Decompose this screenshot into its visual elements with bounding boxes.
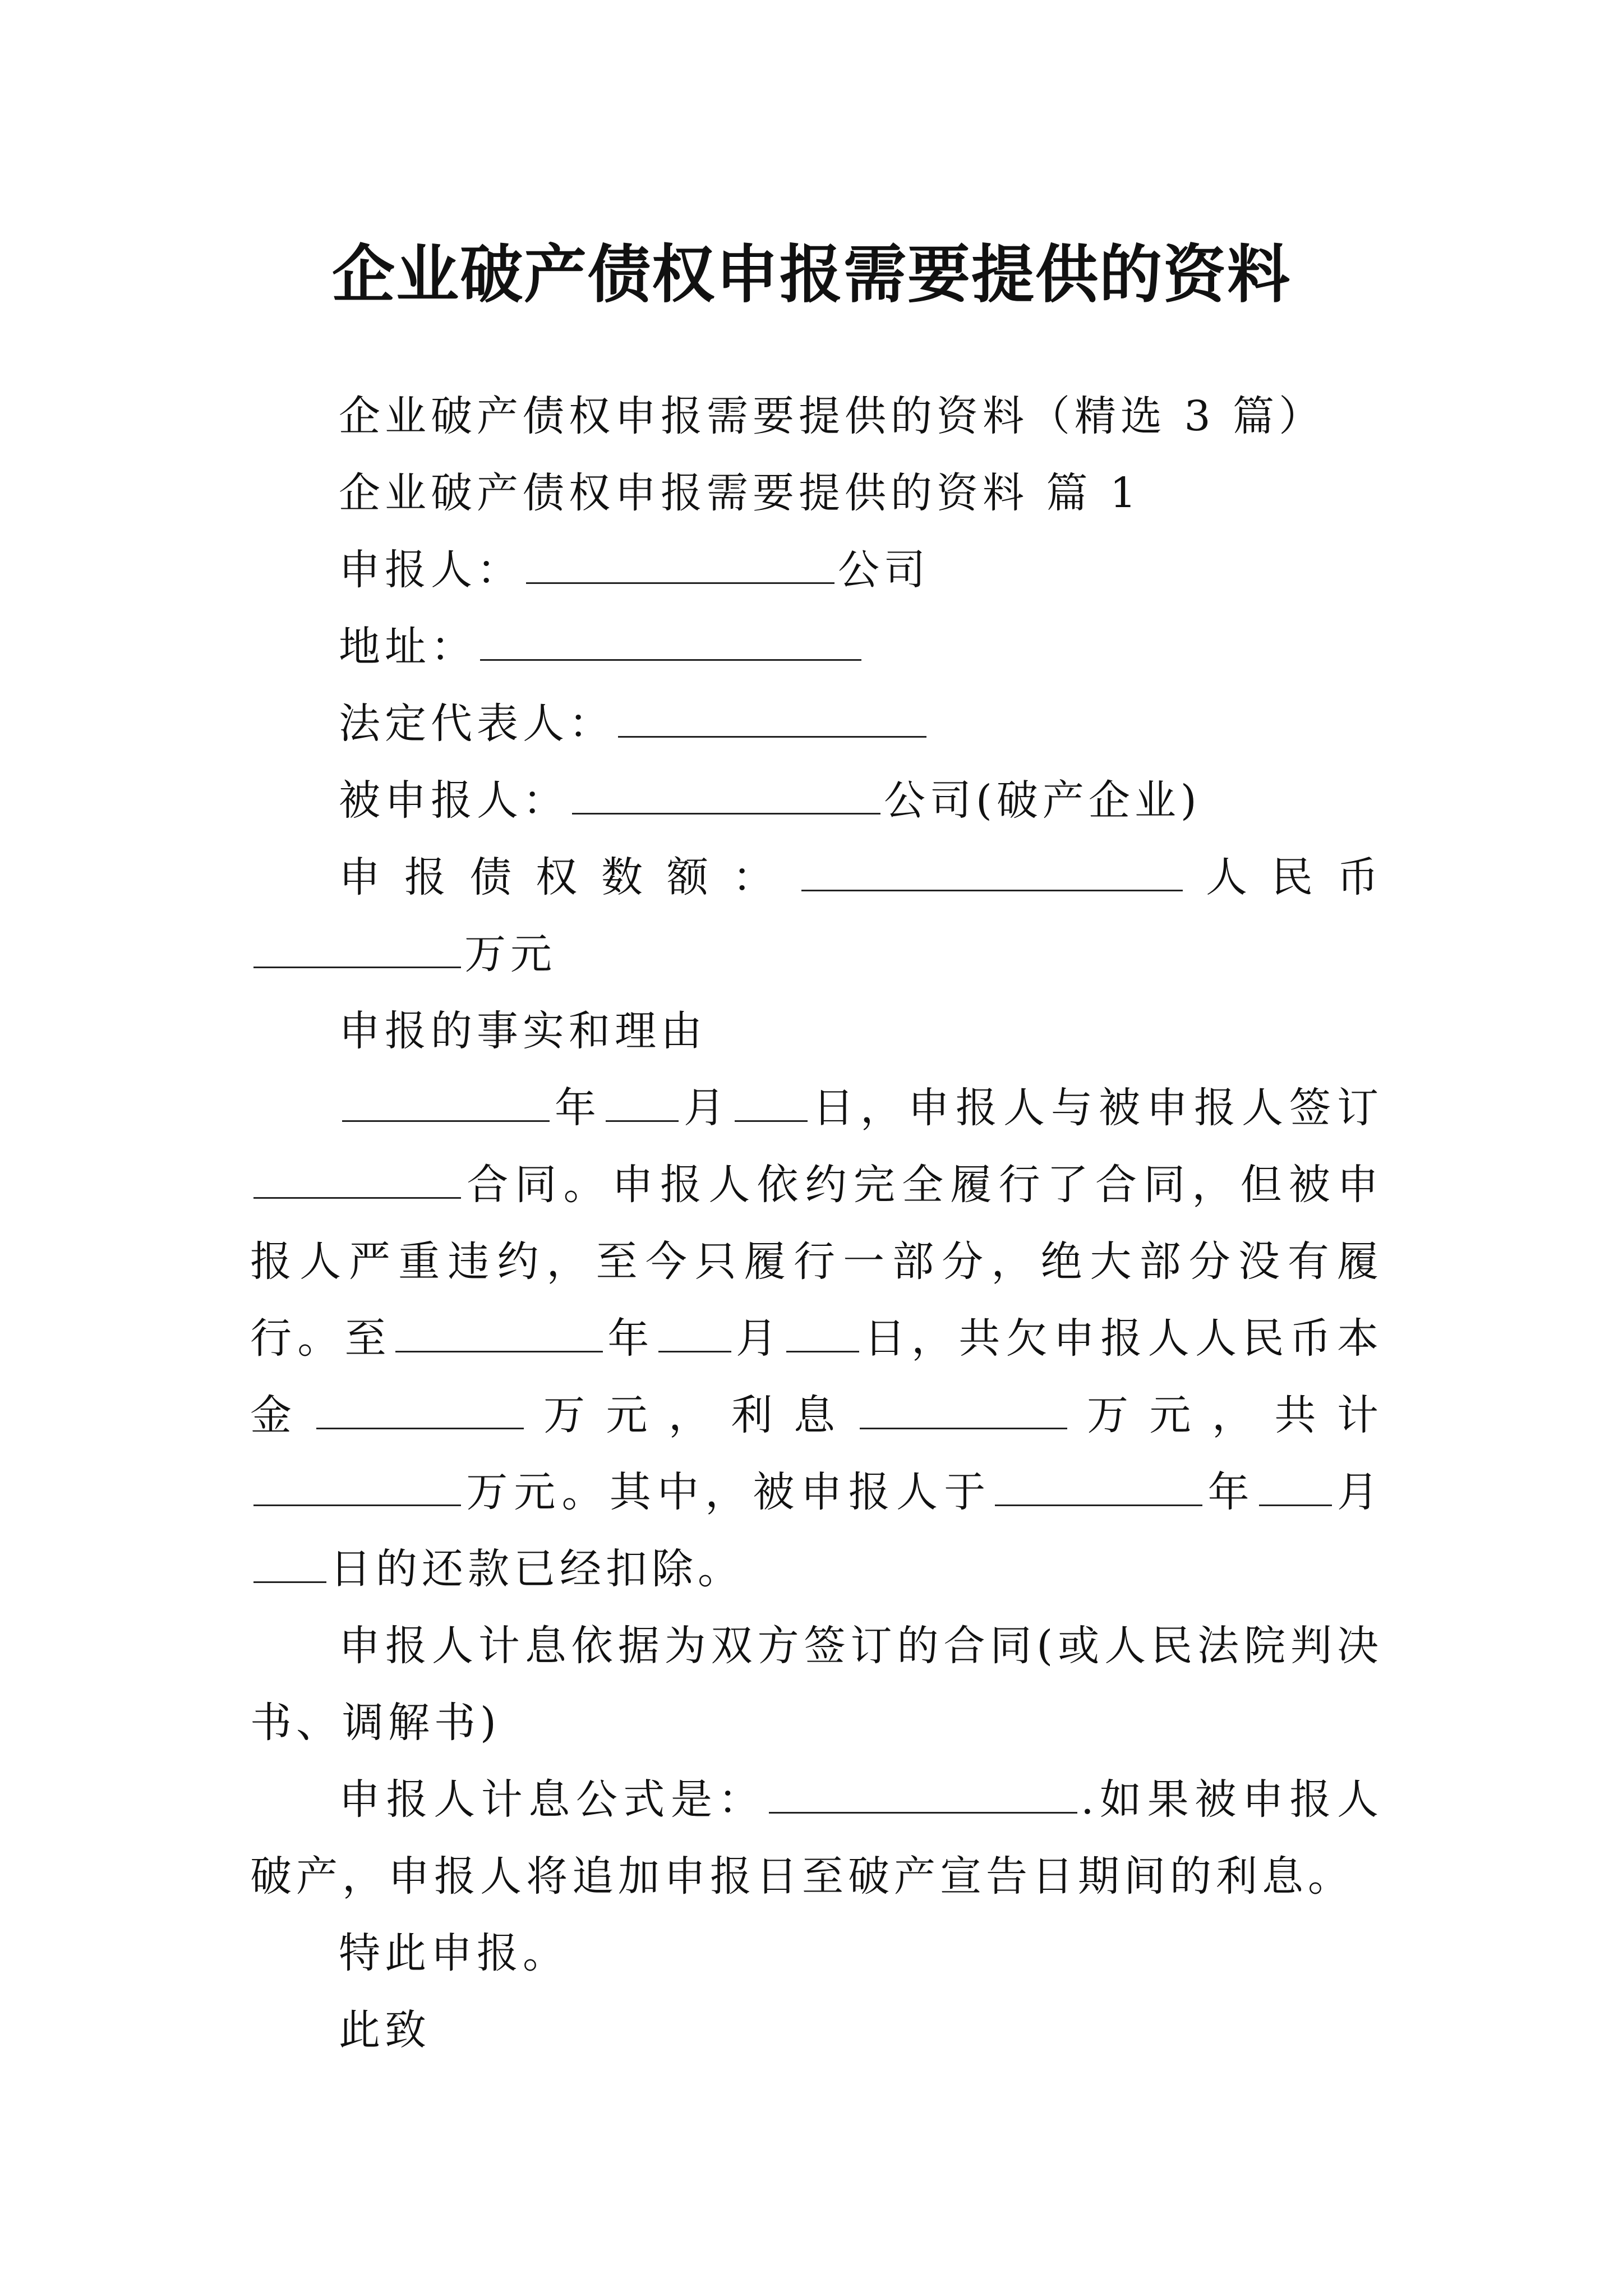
facts-heading: 申报的事实和理由 — [339, 1007, 707, 1055]
closing-statement: 特此申报。 — [339, 1929, 569, 1977]
applicant-label: 申报人： — [339, 546, 523, 594]
day-signed-text: 日，申报人与被申报人签订 — [811, 1084, 1383, 1132]
applicant-suffix: 公司 — [838, 546, 930, 594]
principal-unit-text: 万元，利息 — [527, 1391, 856, 1439]
interest-basis: 申报人计息依据为双方签订的合同(或人民法院判决书、调解书) — [250, 1622, 1383, 1747]
year2-label: 年 — [606, 1314, 655, 1363]
repaid-text: 日的还款已经扣除。 — [330, 1545, 744, 1593]
address-blank — [480, 622, 861, 661]
repay-month-blank — [1259, 1467, 1332, 1506]
respondent-suffix: 公司(破产企业) — [884, 776, 1201, 825]
legal-rep-line — [250, 685, 1383, 762]
owed-day-blank — [786, 1314, 859, 1352]
contract-text: 合同。申报人依约完全履行了合同，但被申报人严重违约，至今只履行一部分，绝大部分没有履行。至 — [250, 1161, 1383, 1363]
document-body — [250, 378, 1383, 2069]
repay-year-blank — [995, 1467, 1202, 1506]
total-unit-text: 万元。其中，被申报人于 — [464, 1468, 992, 1516]
claim-amount-rmb-blank — [253, 930, 461, 968]
applicant-name-blank — [526, 545, 834, 584]
day-owed-text: 日，共欠申报人人民币本金 — [250, 1314, 1384, 1439]
respondent-name-blank — [572, 776, 880, 815]
repay-day-blank — [253, 1544, 326, 1583]
month3-label: 月 — [1335, 1468, 1384, 1516]
claim-amount-line — [250, 839, 1383, 993]
address-line — [250, 609, 1383, 685]
formula-paragraph — [250, 1761, 1383, 1915]
claim-amount-label: 申报债权数额： — [339, 853, 798, 901]
interest-unit-text: 万元，共计 — [1070, 1391, 1383, 1439]
owed-year-blank — [395, 1314, 603, 1352]
sign-month-blank — [606, 1083, 679, 1122]
formula-blank — [769, 1775, 1077, 1814]
section-heading: 企业破产债权申报需要提供的资料 篇 1 — [339, 469, 1141, 517]
applicant-line — [250, 532, 1383, 609]
year-label: 年 — [553, 1084, 602, 1132]
principal-blank — [316, 1391, 524, 1429]
formula-label: 申报人计息公式是： — [339, 1775, 766, 1824]
document-title: 企业破产债权申报需要提供的资料 — [332, 238, 1291, 312]
year3-label: 年 — [1206, 1468, 1256, 1516]
month-label: 月 — [682, 1084, 731, 1132]
total-blank — [253, 1467, 461, 1506]
facts-paragraph — [250, 1070, 1383, 1608]
claim-amount-currency: 人民币 — [1186, 853, 1383, 901]
respondent-label: 被申报人： — [339, 776, 569, 825]
sign-year-blank — [342, 1083, 550, 1122]
interest-blank — [860, 1391, 1067, 1429]
legal-rep-label: 法定代表人： — [339, 700, 615, 748]
month2-label: 月 — [734, 1314, 783, 1363]
legal-rep-blank — [618, 699, 926, 738]
respondent-line — [250, 762, 1383, 839]
claim-amount-blank — [801, 853, 1183, 891]
salutation: 此致 — [339, 2006, 431, 2054]
owed-month-blank — [658, 1314, 731, 1352]
address-label: 地址： — [339, 623, 477, 671]
contract-name-blank — [253, 1160, 461, 1199]
sign-day-blank — [735, 1083, 808, 1122]
claim-amount-unit: 万元 — [464, 930, 556, 978]
formula-tail: .如果被申报人破产，申报人将追加申报日至破产宣告日期间的利息。 — [250, 1775, 1384, 1901]
document-subtitle: 企业破产债权申报需要提供的资料（精选 3 篇） — [339, 392, 1325, 440]
